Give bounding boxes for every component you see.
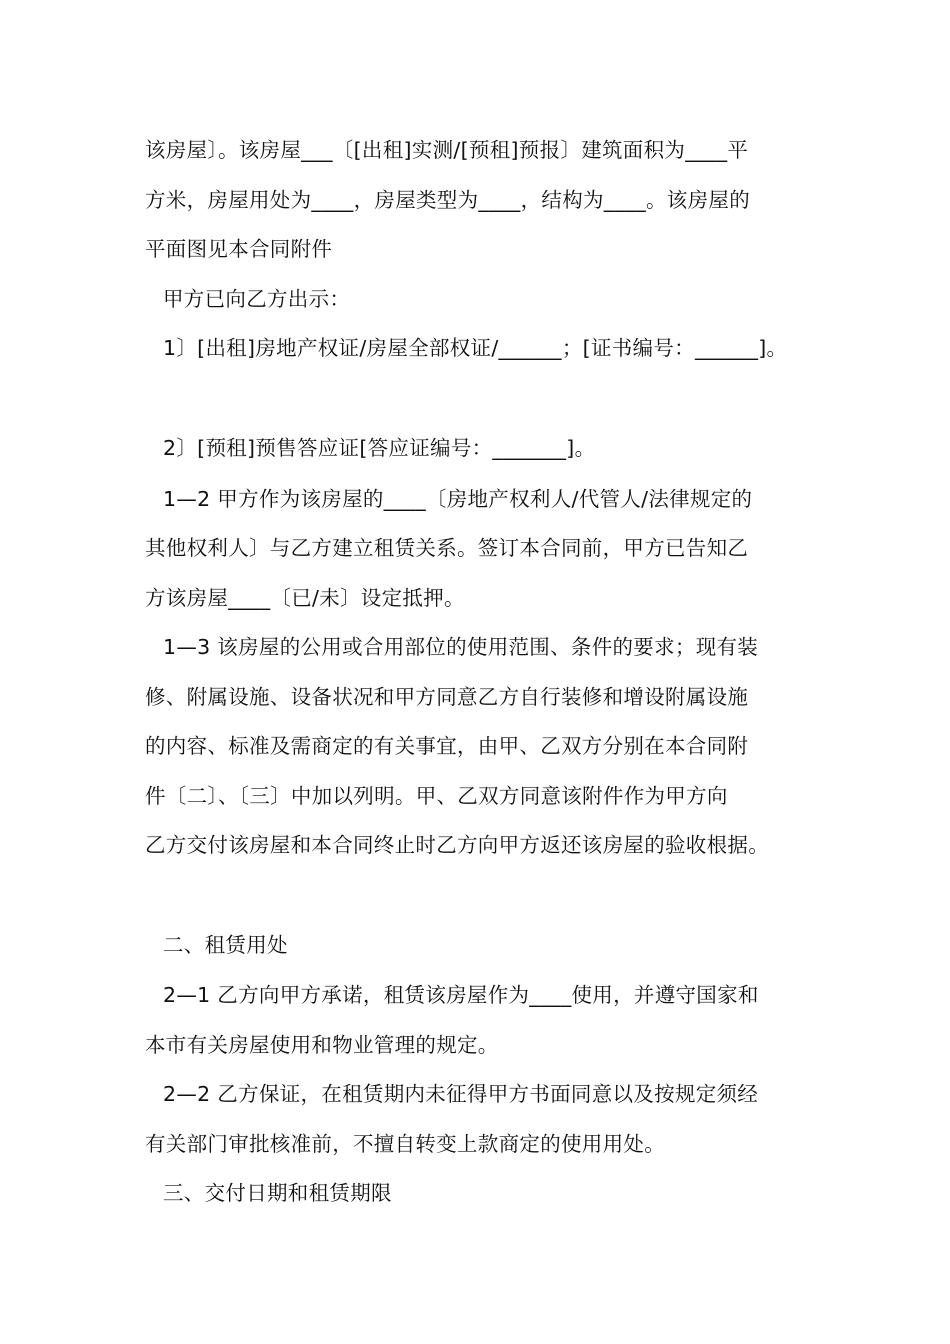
paragraph-line: 2—1 乙方向甲方承诺，租赁该房屋作为____使用，并遵守国家和 <box>163 983 759 1007</box>
paragraph-line: 1—2 甲方作为该房屋的____〔房地产权利人/代管人/法律规定的 <box>163 487 753 511</box>
paragraph-line: 修、附属设施、设备状况和甲方同意乙方自行装修和增设附属设施 <box>145 685 749 709</box>
paragraph-line: 有关部门审批核准前，不擅自转变上款商定的使用用处。 <box>145 1132 665 1156</box>
paragraph-line: 方该房屋____〔已/未〕设定抵押。 <box>145 586 465 610</box>
paragraph-line: 方米，房屋用处为____，房屋类型为____，结构为____。该房屋的 <box>145 188 750 212</box>
section-heading: 三、交付日期和租赁期限 <box>163 1181 392 1205</box>
paragraph-line: 2—2 乙方保证，在租赁期内未征得甲方书面同意以及按规定须经 <box>163 1082 759 1106</box>
paragraph-line: 其他权利人〕与乙方建立租赁关系。签订本合同前，甲方已告知乙 <box>145 536 749 560</box>
paragraph-line: 1〕[出租]房地产权证/房屋全部权证/______；[证书编号：______]。 <box>163 336 788 360</box>
paragraph-line: 乙方交付该房屋和本合同终止时乙方向甲方返还该房屋的验收根据。 <box>145 833 769 857</box>
paragraph-line: 2〕[预租]预售答应证[答应证编号：_______]。 <box>163 436 596 460</box>
paragraph-line: 平面图见本合同附件 <box>145 237 333 261</box>
paragraph-line: 甲方已向乙方出示： <box>163 287 351 311</box>
paragraph-line: 的内容、标准及需商定的有关事宜，由甲、乙双方分别在本合同附 <box>145 734 749 758</box>
paragraph-line: 本市有关房屋使用和物业管理的规定。 <box>145 1033 499 1057</box>
section-heading: 二、租赁用处 <box>163 933 288 957</box>
paragraph-line: 件〔二〕、〔三〕中加以列明。甲、乙双方同意该附件作为甲方向 <box>145 784 728 808</box>
paragraph-line: 1—3 该房屋的公用或合用部位的使用范围、条件的要求；现有装 <box>163 635 759 659</box>
paragraph-line: 该房屋〕。该房屋___〔[出租]实测/[预租]预报〕建筑面积为____平 <box>145 138 749 162</box>
